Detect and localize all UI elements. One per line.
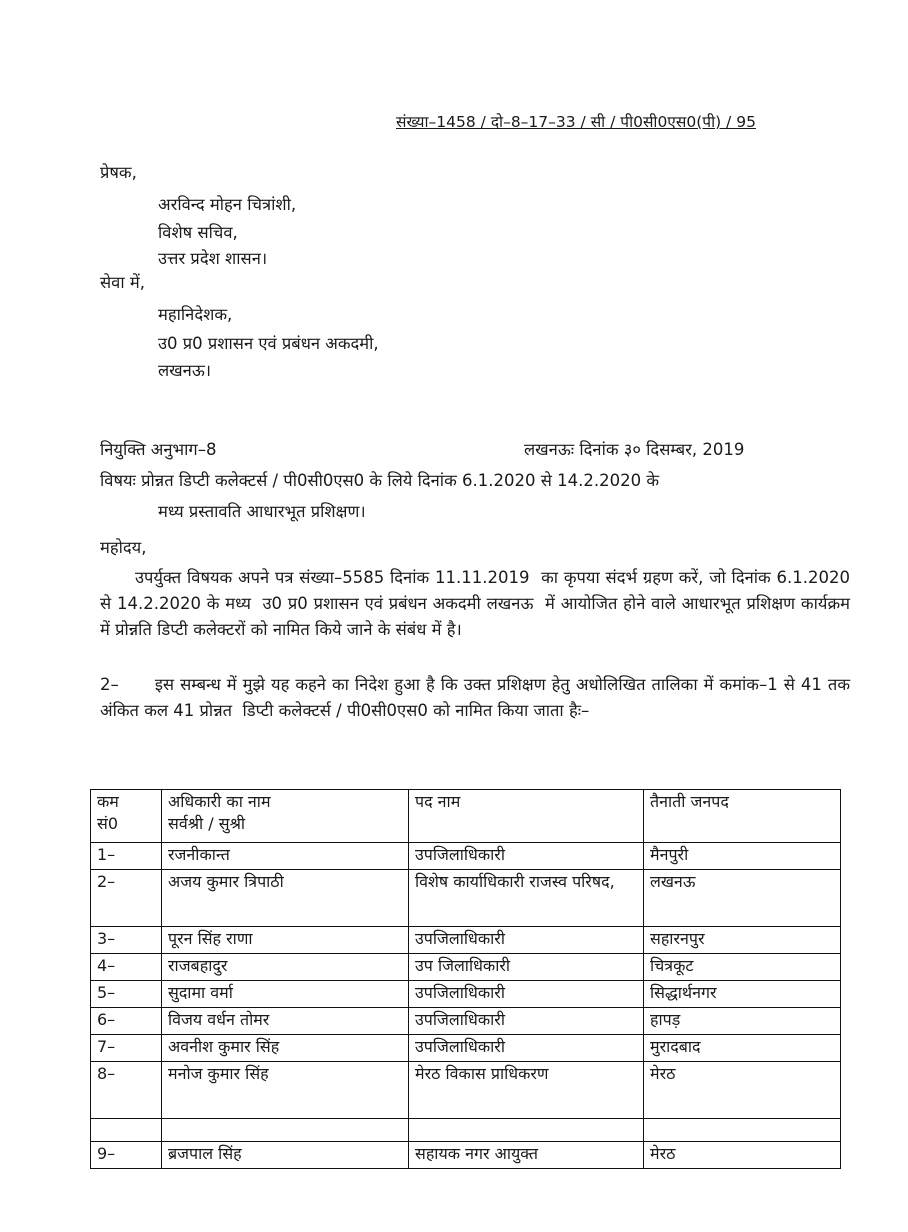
header-designation: पद नाम xyxy=(409,790,644,843)
cell-name: मनोज कुमार सिंह xyxy=(162,1062,409,1119)
table-row xyxy=(91,1062,841,1119)
cell-designation: सहायक नगर आयुक्त xyxy=(409,1142,644,1169)
cell-designation: उपजिलाधिकारी xyxy=(409,843,644,870)
header-district: तैनाती जनपद xyxy=(644,790,841,843)
paragraph-2: 2– इस सम्बन्ध में मुझे यह कहने का निदेश हुआ है कि उक्त प्रशिक्षण हेतु अधोलिखित तालिका में कमांक–1 से 41 तक अंकित कल 41 प्रोन्नत डिप्टी कलेक्टर्स / पी0सी0एस0 को नामित किया जाता हैः– xyxy=(100,675,856,720)
recipient-org: उ0 प्र0 प्रशासन एवं प्रबंधन अकदमी, xyxy=(158,334,379,353)
paragraph-1: उपर्युक्त विषयक अपने पत्र संख्या–5585 दिनांक 11.11.2019 का कृपया संदर्भ ग्रहण करें, जो दिनांक 6.1.2020 से 14.2.2020 के मध्य उ0 प्र0 प्रशासन एवं प्रबंधन अकदमी लखनऊ में आयोजित होने वाले आधारभूत प्रशिक्षण कार्यक्रम में प्रोन्नति डिप्टी कलेक्टरों को नामित किये जाने के संबंध में है। xyxy=(100,568,861,639)
cell-district: मेरठ xyxy=(644,1142,841,1169)
header-sno xyxy=(91,790,162,843)
recipient-label: सेवा में, xyxy=(100,273,145,292)
sender-office: उत्तर प्रदेश शासन। xyxy=(158,249,268,268)
cell-designation: उपजिलाधिकारी xyxy=(409,981,644,1008)
spacer-cell xyxy=(91,1119,162,1142)
cell-designation: उपजिलाधिकारी xyxy=(409,1035,644,1062)
place-date: लखनऊः दिनांक ३० दिसम्बर, 2019 xyxy=(524,440,745,459)
cell-name: राजबहादुर xyxy=(162,954,409,981)
cell-name: रजनीकान्त xyxy=(162,843,409,870)
section-name: नियुक्ति अनुभाग–8 xyxy=(100,440,217,459)
cell-sno: 7– xyxy=(91,1035,162,1062)
recipient-title: महानिदेशक, xyxy=(158,305,233,324)
header-sno-line2: सं0 xyxy=(97,814,118,833)
reference-number: संख्या–1458 / दो–8–17–33 / सी / पी0सी0एस0(पी) / 95 xyxy=(396,113,756,131)
sender-name: अरविन्द मोहन चित्रांशी, xyxy=(158,195,297,214)
cell-designation: उप जिलाधिकारी xyxy=(409,954,644,981)
spacer-cell xyxy=(409,1119,644,1142)
table-header-row xyxy=(91,790,841,843)
cell-sno: 1– xyxy=(91,843,162,870)
recipient-city: लखनऊ। xyxy=(158,361,212,380)
cell-designation: उपजिलाधिकारी xyxy=(409,1008,644,1035)
sender-designation: विशेष सचिव, xyxy=(158,223,238,242)
cell-district: हापड़ xyxy=(644,1008,841,1035)
subject-line-1: विषयः प्रोन्नत डिप्टी कलेक्टर्स / पी0सी0एस0 के लिये दिनांक 6.1.2020 से 14.2.2020 के xyxy=(100,471,659,490)
cell-district: सिद्धार्थनगर xyxy=(644,981,841,1008)
table-row xyxy=(91,954,841,981)
cell-sno: 2– xyxy=(91,870,162,927)
header-name-line1: अधिकारी का नाम xyxy=(168,792,271,811)
cell-district: लखनऊ xyxy=(644,870,841,927)
officers-table xyxy=(90,789,841,1169)
cell-sno: 6– xyxy=(91,1008,162,1035)
cell-name: अजय कुमार त्रिपाठी xyxy=(162,870,409,927)
salutation: महोदय, xyxy=(100,538,147,557)
cell-name: ब्रजपाल सिंह xyxy=(162,1142,409,1169)
cell-district: मुरादबाद xyxy=(644,1035,841,1062)
table-row xyxy=(91,870,841,927)
cell-name: विजय वर्धन तोमर xyxy=(162,1008,409,1035)
cell-sno: 9– xyxy=(91,1142,162,1169)
cell-district: मेरठ xyxy=(644,1062,841,1119)
cell-designation: मेरठ विकास प्राधिकरण xyxy=(409,1062,644,1119)
cell-designation: विशेष कार्याधिकारी राजस्व परिषद, xyxy=(409,870,644,927)
sender-label: प्रेषक, xyxy=(100,163,137,182)
subject-line-2: मध्य प्रस्तावति आधारभूत प्रशिक्षण। xyxy=(158,502,366,521)
table-row xyxy=(91,843,841,870)
table-row xyxy=(91,1008,841,1035)
cell-name: अवनीश कुमार सिंह xyxy=(162,1035,409,1062)
header-name-line2: सर्वश्री / सुश्री xyxy=(168,814,246,833)
header-name xyxy=(162,790,409,843)
cell-district: मैनपुरी xyxy=(644,843,841,870)
spacer-cell xyxy=(162,1119,409,1142)
cell-sno: 5– xyxy=(91,981,162,1008)
table-row xyxy=(91,927,841,954)
table-row xyxy=(91,981,841,1008)
cell-designation: उपजिलाधिकारी xyxy=(409,927,644,954)
header-sno-line1: कम xyxy=(97,792,119,811)
cell-name: सुदामा वर्मा xyxy=(162,981,409,1008)
cell-sno: 3– xyxy=(91,927,162,954)
cell-sno: 4– xyxy=(91,954,162,981)
spacer-cell xyxy=(644,1119,841,1142)
cell-district: चित्रकूट xyxy=(644,954,841,981)
table-row xyxy=(91,1035,841,1062)
cell-name: पूरन सिंह राणा xyxy=(162,927,409,954)
cell-district: सहारनपुर xyxy=(644,927,841,954)
table-spacer-row xyxy=(91,1119,841,1142)
table-row xyxy=(91,1142,841,1169)
cell-sno: 8– xyxy=(91,1062,162,1119)
